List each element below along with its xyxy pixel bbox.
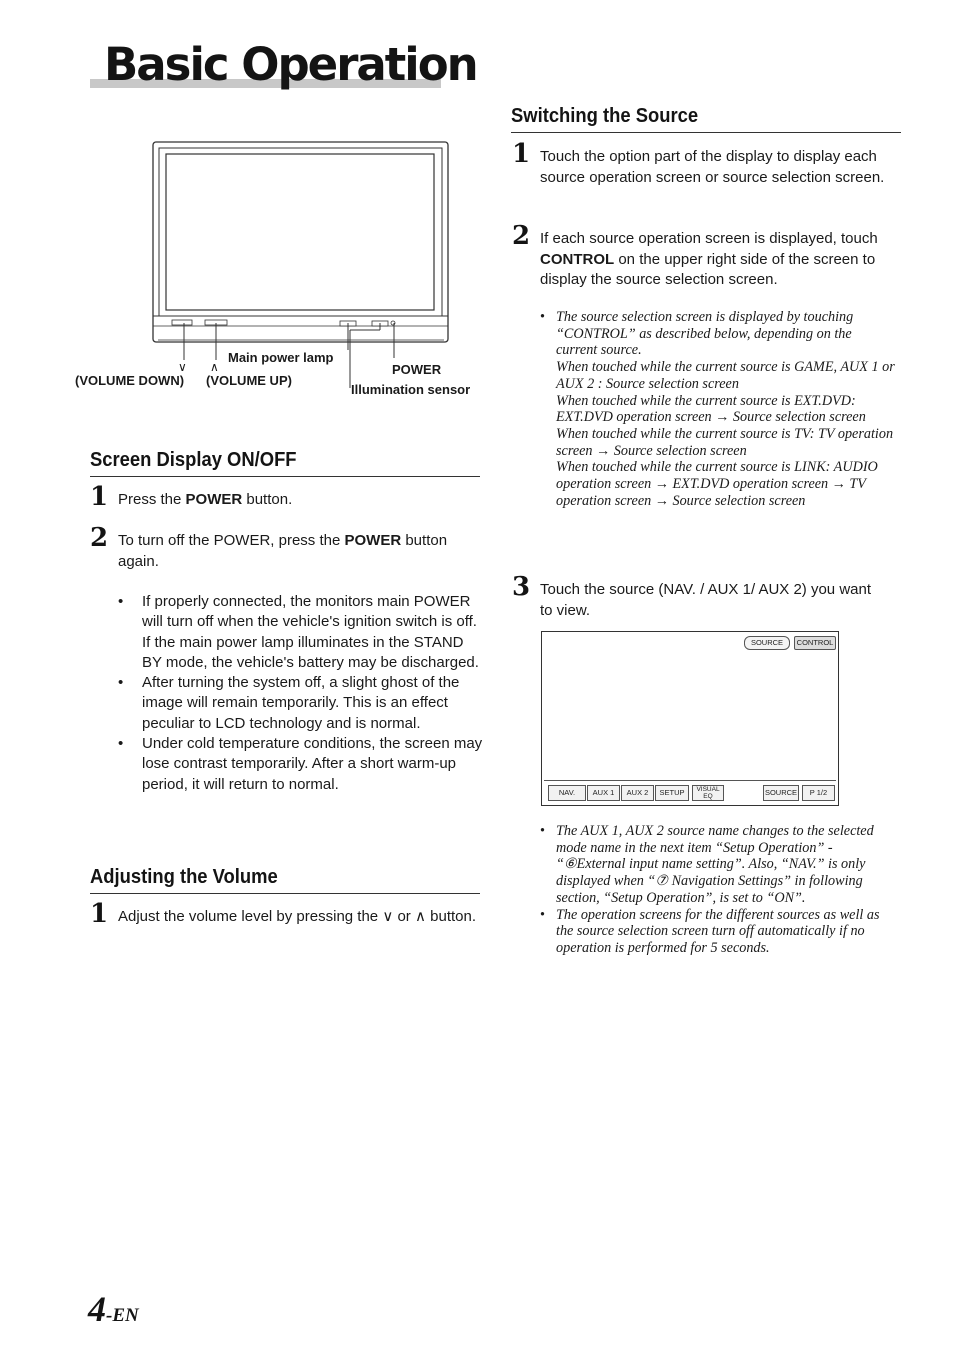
source-selection-notes [540, 309, 895, 509]
source-button-top[interactable]: SOURCE [744, 636, 790, 650]
step-number: 1 [90, 482, 109, 512]
step-number: 2 [90, 523, 109, 553]
step-text: To turn off the POWER, press the POWER button again. [118, 532, 448, 570]
heading-rule [90, 893, 480, 894]
list-item: • If properly connected, the monitors main POWER will turn off when the vehicle's ignition switch is off. If the main power lamp illuminates in the STAND BY mode, the vehicle's battery may be discharged. [118, 592, 483, 673]
label-volume-up: (VOLUME UP) [206, 373, 292, 388]
aux1-source-button[interactable]: AUX 1 [587, 785, 620, 801]
label-volume-down: (VOLUME DOWN) [75, 373, 185, 388]
heading-adjusting-volume: Adjusting the Volume [90, 866, 278, 888]
volume-down-symbol: ∨ [178, 360, 187, 374]
visual-eq-button[interactable]: VISUAL EQ [692, 785, 724, 801]
list-item: • The source selection screen is displayed by touching “CONTROL” as described below, depending on the current source. When touched while the current source is GAME, AUX 1 or AUX 2 : Source selection screen When touched while the current source is EXT.DVD: EXT.DVD operation screen → Source selection screen When touched while the current source is TV: TV operation screen → Source selection screen When touched while the current source is LINK: AUDIO operation screen → EXT.DVD operation screen → TV operation screen → Source selection screen [540, 309, 895, 509]
heading-rule [90, 476, 480, 477]
heading-rule [511, 132, 901, 133]
label-main-power-lamp: Main power lamp [228, 350, 334, 365]
source-bar [544, 780, 836, 803]
monitor-illustration [150, 140, 452, 345]
step-number: 2 [512, 221, 531, 251]
step-number: 1 [90, 899, 109, 929]
aux2-source-button[interactable]: AUX 2 [621, 785, 654, 801]
heading-switching-source: Switching the Source [511, 105, 699, 127]
page-button[interactable]: P 1/2 [802, 785, 835, 801]
volume-up-symbol: ∧ [210, 360, 219, 374]
source-selection-screen [541, 631, 839, 806]
monitor-screen [166, 154, 434, 310]
screen-display-notes [118, 592, 483, 795]
nav-source-button[interactable]: NAV. [548, 785, 586, 801]
page-title: Basic Operation [104, 38, 477, 91]
step-number: 1 [512, 139, 531, 169]
step-text: Touch the source (NAV. / AUX 1/ AUX 2) you want to view. [540, 581, 872, 619]
control-button[interactable]: CONTROL [794, 636, 836, 650]
heading-screen-display: Screen Display ON/OFF [90, 449, 297, 471]
list-item: • Under cold temperature conditions, the screen may lose contrast temporarily. After a short warm-up period, it will return to normal. [118, 734, 483, 795]
source-name-notes [540, 823, 898, 957]
source-button-bottom[interactable]: SOURCE [763, 785, 799, 801]
page-number: 4-EN [88, 1289, 139, 1329]
list-item: • The operation screens for the different sources as well as the source selection screen turn off automatically if no operation is performed for 5 seconds. [540, 907, 898, 957]
step-text: If each source operation screen is displayed, touch CONTROL on the upper right side of the screen to display the source selection screen. [540, 230, 878, 288]
volume-down-symbol: ∨ [382, 908, 394, 925]
step-text: Touch the option part of the display to display each source operation screen or source selection screen. [540, 148, 885, 186]
list-item: • The AUX 1, AUX 2 source name changes to the selected mode name in the next item “Setup Operation” - “⑥External input name setting”. Also, “NAV.” is only displayed when “⑦ Navigation Settings” in following section, “Setup Operation”, is set to “ON”. [540, 823, 898, 907]
volume-up-symbol: ∧ [414, 908, 426, 925]
step-number: 3 [512, 572, 531, 602]
label-illumination-sensor: Illumination sensor [351, 382, 471, 397]
label-power: POWER [392, 362, 442, 377]
setup-button[interactable]: SETUP [655, 785, 689, 801]
step-text: Press the POWER button. [118, 491, 293, 508]
list-item: • After turning the system off, a slight ghost of the image will remain temporarily. This is an effect peculiar to LCD technology and is normal. [118, 673, 483, 734]
step-text: Adjust the volume level by pressing the ∨ or ∧ button. [118, 908, 477, 925]
